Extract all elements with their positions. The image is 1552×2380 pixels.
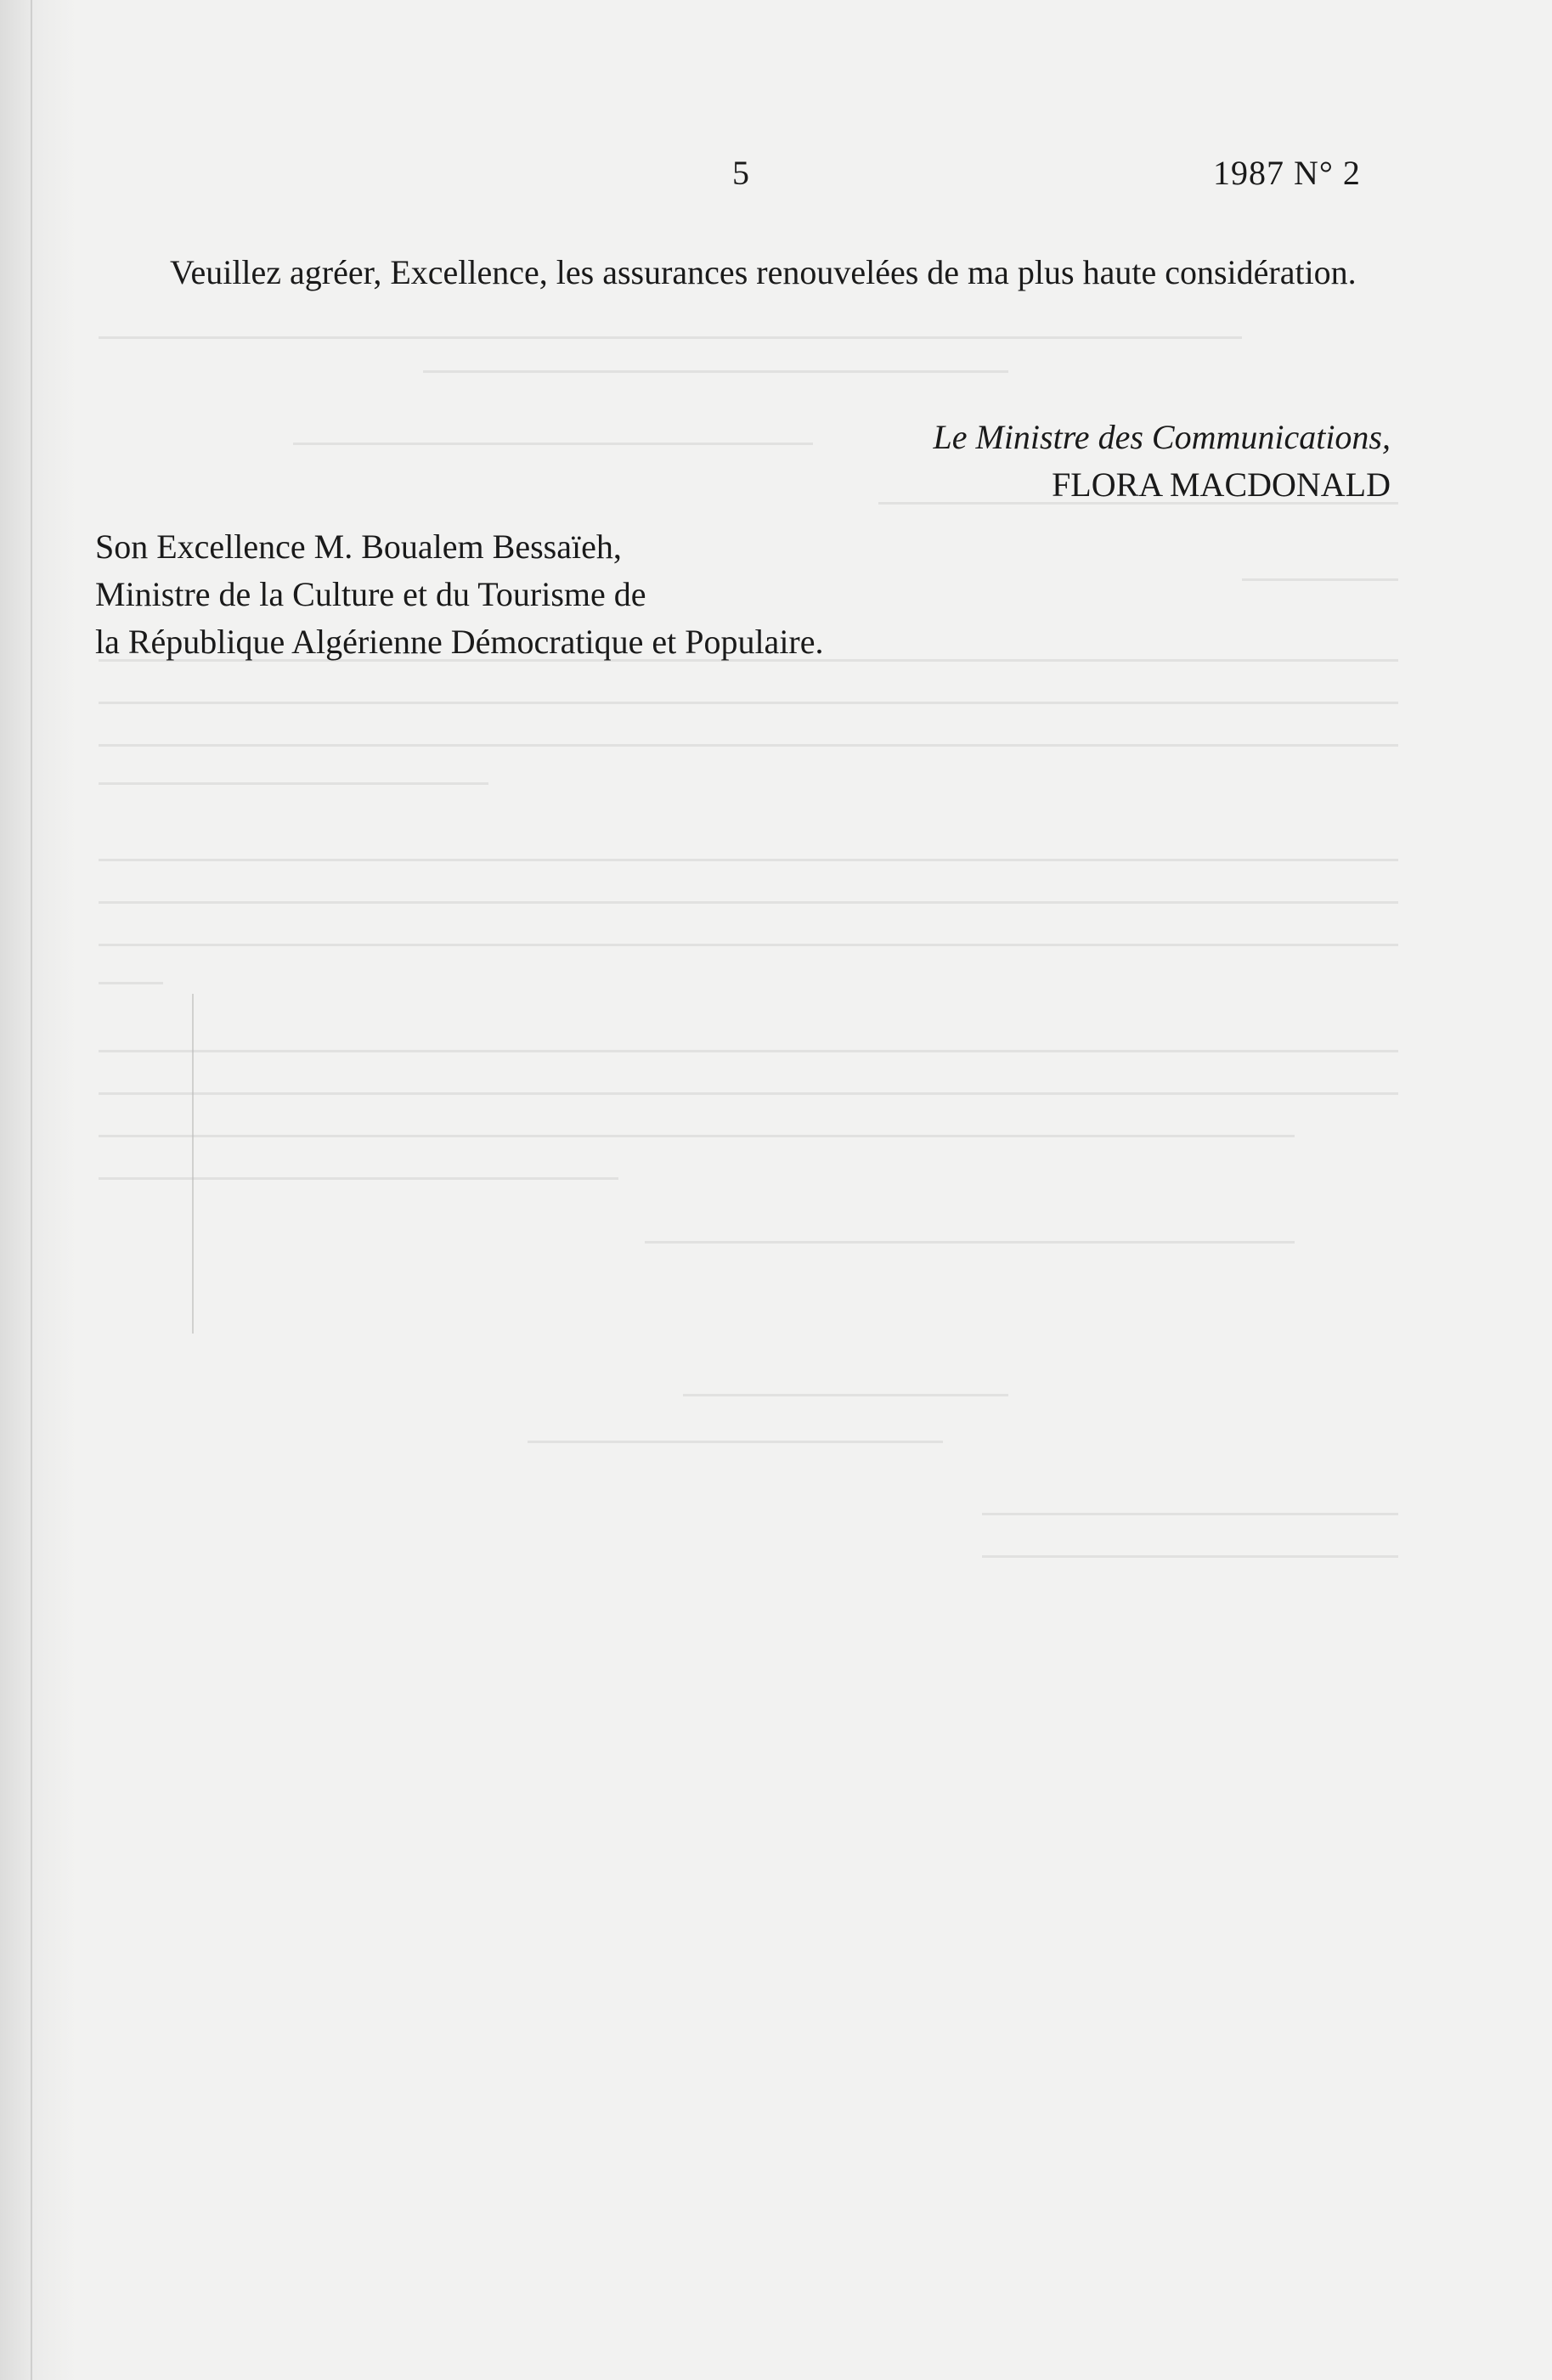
bleed-line	[99, 1164, 1398, 1193]
year-and-number: 1987 N° 2	[1213, 154, 1361, 192]
signatory-title: Le Ministre des Communications,	[933, 418, 1391, 456]
bleed-line	[99, 1227, 1398, 1256]
bleed-line	[99, 769, 1398, 798]
bleed-line	[99, 845, 1398, 874]
bleed-line	[99, 968, 1398, 997]
bleed-vertical-rule	[192, 994, 194, 1334]
closing-paragraph: Veuillez agréer, Excellence, les assurances renouvelées de ma plus haute considération.	[170, 253, 1357, 291]
addressee-line: la République Algérienne Démocratique et Populaire.	[95, 623, 824, 661]
bleed-line	[99, 1499, 1398, 1528]
signatory-name: FLORA MACDONALD	[1052, 465, 1391, 504]
bleed-line	[99, 1380, 1398, 1409]
bleed-line	[99, 930, 1398, 959]
bleed-line	[99, 688, 1398, 717]
bleed-line	[99, 1121, 1398, 1150]
addressee-line: Son Excellence M. Boualem Bessaïeh,	[95, 527, 622, 566]
signature-block	[934, 414, 1391, 509]
addressee-line: Ministre de la Culture et du Tourisme de	[95, 575, 646, 613]
bleed-line	[99, 323, 1398, 352]
bleed-line	[99, 1427, 1398, 1456]
bleed-line	[99, 888, 1398, 916]
bleed-line	[99, 1079, 1398, 1108]
running-header	[0, 153, 1552, 204]
bleed-line	[99, 730, 1398, 759]
bleed-line	[99, 1542, 1398, 1571]
bleed-line	[99, 357, 1398, 386]
addressee-block	[95, 523, 824, 666]
page-number: 5	[732, 154, 749, 192]
binding-gutter	[31, 0, 32, 2380]
bleed-line	[99, 1036, 1398, 1065]
